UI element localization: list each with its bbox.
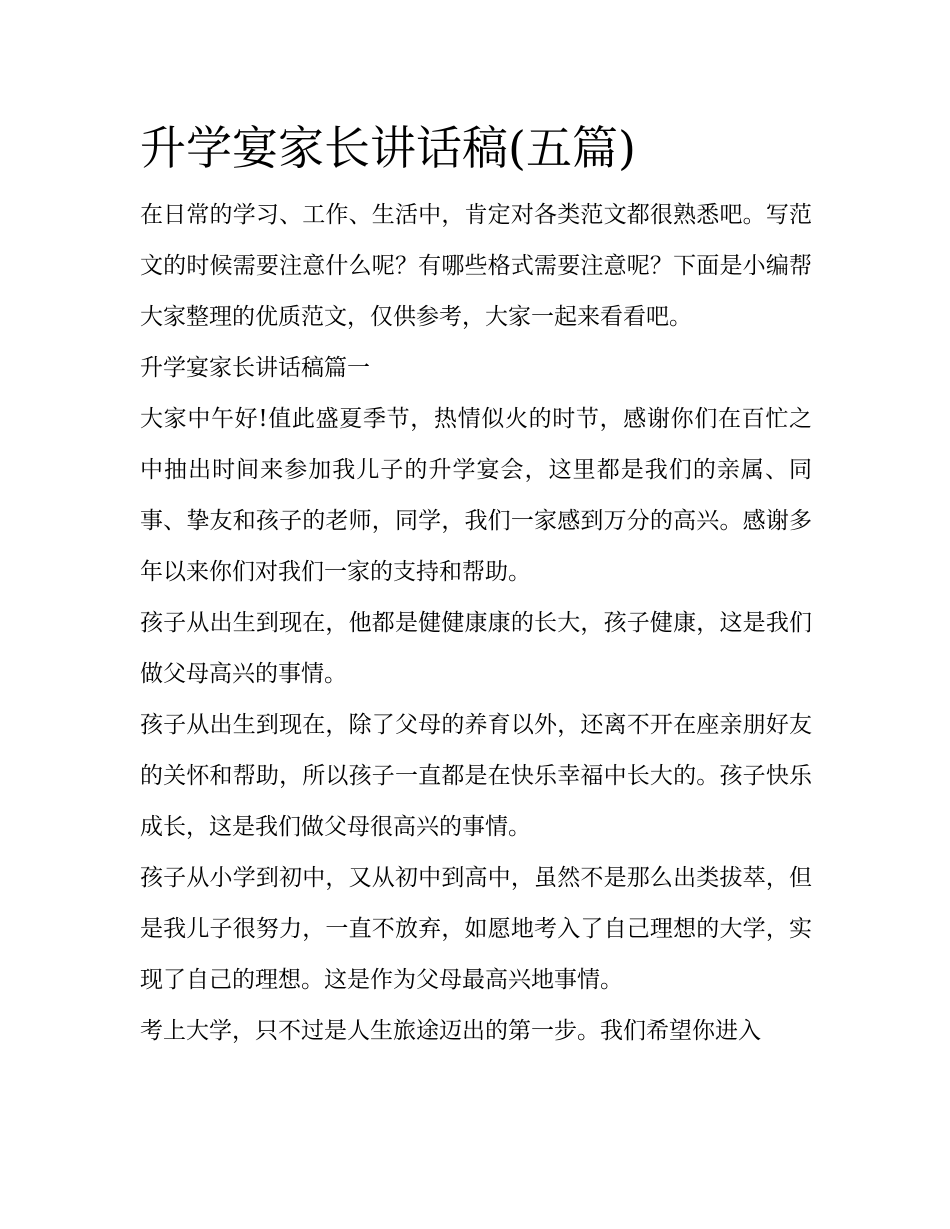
document-title: 升学宴家长讲话稿(五篇) <box>140 121 636 175</box>
intro-paragraph: 在日常的学习、工作、生活中，肯定对各类范文都很熟悉吧。写范文的时候需要注意什么呢？有哪些格式需要注意呢？下面是小编帮大家整理的优质范文，仅供参考，大家一起来看看吧。 <box>140 202 812 330</box>
body-paragraph: 孩子从小学到初中，又从初中到高中，虽然不是那么出类拔萃，但是我儿子很努力，一直不放弃，如愿地考入了自己理想的大学，实现了自己的理想。这是作为父母最高兴地事情。 <box>140 865 812 993</box>
section-heading: 升学宴家长讲话稿篇一 <box>140 355 370 381</box>
document-page <box>140 112 812 1057</box>
body-paragraph: 大家中午好!值此盛夏季节，热情似火的时节，感谢你们在百忙之中抽出时间来参加我儿子的升学宴会，这里都是我们的亲属、同事、挚友和孩子的老师，同学，我们一家感到万分的高兴。感谢多年以来你们对我们一家的支持和帮助。 <box>140 406 812 585</box>
body-paragraph: 孩子从出生到现在，他都是健健康康的长大，孩子健康，这是我们做父母高兴的事情。 <box>140 610 812 687</box>
body-paragraph: 孩子从出生到现在，除了父母的养育以外，还离不开在座亲朋好友的关怀和帮助，所以孩子一直都是在快乐幸福中长大的。孩子快乐成长，这是我们做父母很高兴的事情。 <box>140 712 812 840</box>
body-paragraph: 考上大学，只不过是人生旅途迈出的第一步。我们希望你进入 <box>140 1018 761 1044</box>
